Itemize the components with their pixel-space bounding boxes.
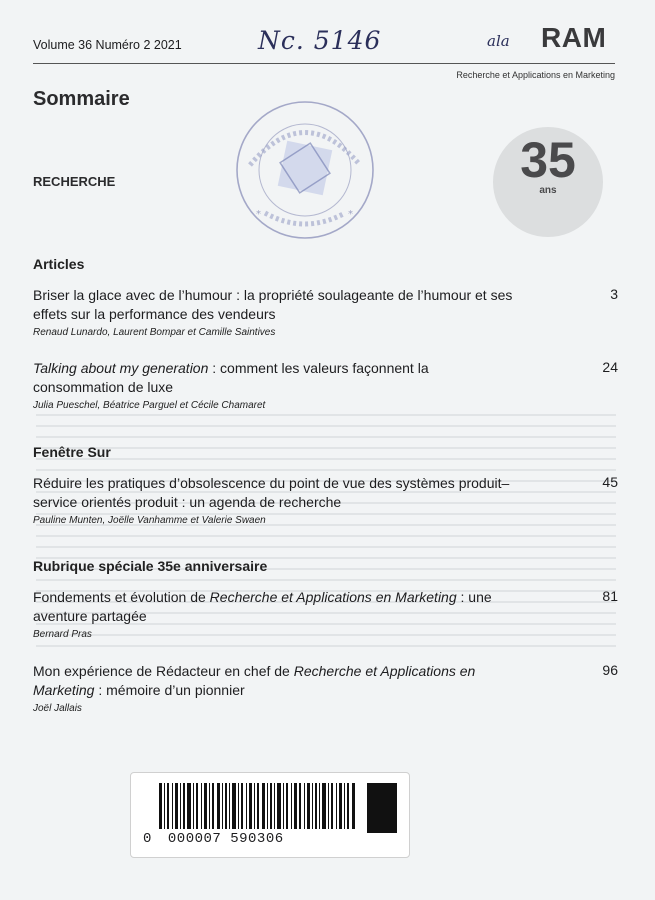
journal-logo: RAM [541,22,607,53]
toc-entry[interactable] [33,662,618,714]
barcode-logo-icon [367,783,397,833]
volume-label: Volume 36 Numéro 2 2021 [33,38,182,52]
header-divider [33,63,615,64]
page-number: 24 [602,359,618,375]
journal-full-name: Recherche et Applications en Marketing [456,70,615,80]
barcode-digits: 000007 590306 [167,831,284,847]
anniversary-number: 35 [520,132,576,188]
article-authors: Joël Jallais [33,703,82,714]
library-stamp-icon [230,95,380,245]
toc-entry[interactable] [33,286,618,338]
section-heading-anniversary: Rubrique spéciale 35e anniversaire [33,558,268,574]
article-title [33,359,513,397]
article-title-post: : une aventure partagée [33,589,492,624]
article-title: Briser la glace avec de l’humour : la propriété soulageante de l’humour et ses effets sur la performance des vendeurs [33,287,513,322]
article-title [33,588,513,626]
section-heading-fenetre-sur: Fenêtre Sur [33,444,111,460]
barcode-sticker [130,772,410,858]
article-title-pre: Mon expérience de Rédacteur en chef de [33,663,294,679]
article-title-post: : mémoire d’un pionnier [94,682,245,698]
barcode-number [143,831,284,847]
article-title [33,662,513,700]
svg-text:*: * [256,209,261,220]
handwritten-mark: ala [487,32,510,50]
article-title: Réduire les pratiques d’obsolescence du point de vue des systèmes produit–service orientés produit : un agenda de recherche [33,475,510,510]
svg-text:*: * [348,209,353,220]
article-title-italic: Talking about my generation [33,360,209,376]
barcode-lead-digit: 0 [143,831,152,847]
article-title-italic: Recherche et Applications en Marketing [33,663,476,698]
toc-entry[interactable] [33,359,618,411]
page-number: 96 [602,662,618,678]
page-number: 3 [610,286,618,302]
article-title-rest: : comment les valeurs façonnent la consommation de luxe [33,360,429,395]
anniversary-badge [493,127,603,237]
page-title: Sommaire [33,88,130,110]
handwritten-accession-number: Nc. 5146 [258,26,382,55]
article-authors: Bernard Pras [33,629,92,640]
article-authors: Julia Pueschel, Béatrice Parguel et Cécile Chamaret [33,400,266,411]
page-number: 45 [602,474,618,490]
toc-entry[interactable] [33,588,618,640]
anniversary-label: ans [539,185,557,196]
barcode-bars-icon [159,783,389,833]
article-authors: Pauline Munten, Joëlle Vanhamme et Valerie Swaen [33,515,266,526]
article-title-pre: Fondements et évolution de [33,589,210,605]
section-heading-articles: Articles [33,256,85,272]
part-heading: RECHERCHE [33,174,116,189]
toc-entry[interactable] [33,474,618,526]
article-title-italic: Recherche et Applications en Marketing [209,589,457,605]
page-number: 81 [602,588,618,604]
article-authors: Renaud Lunardo, Laurent Bompar et Camille Saintives [33,327,276,338]
